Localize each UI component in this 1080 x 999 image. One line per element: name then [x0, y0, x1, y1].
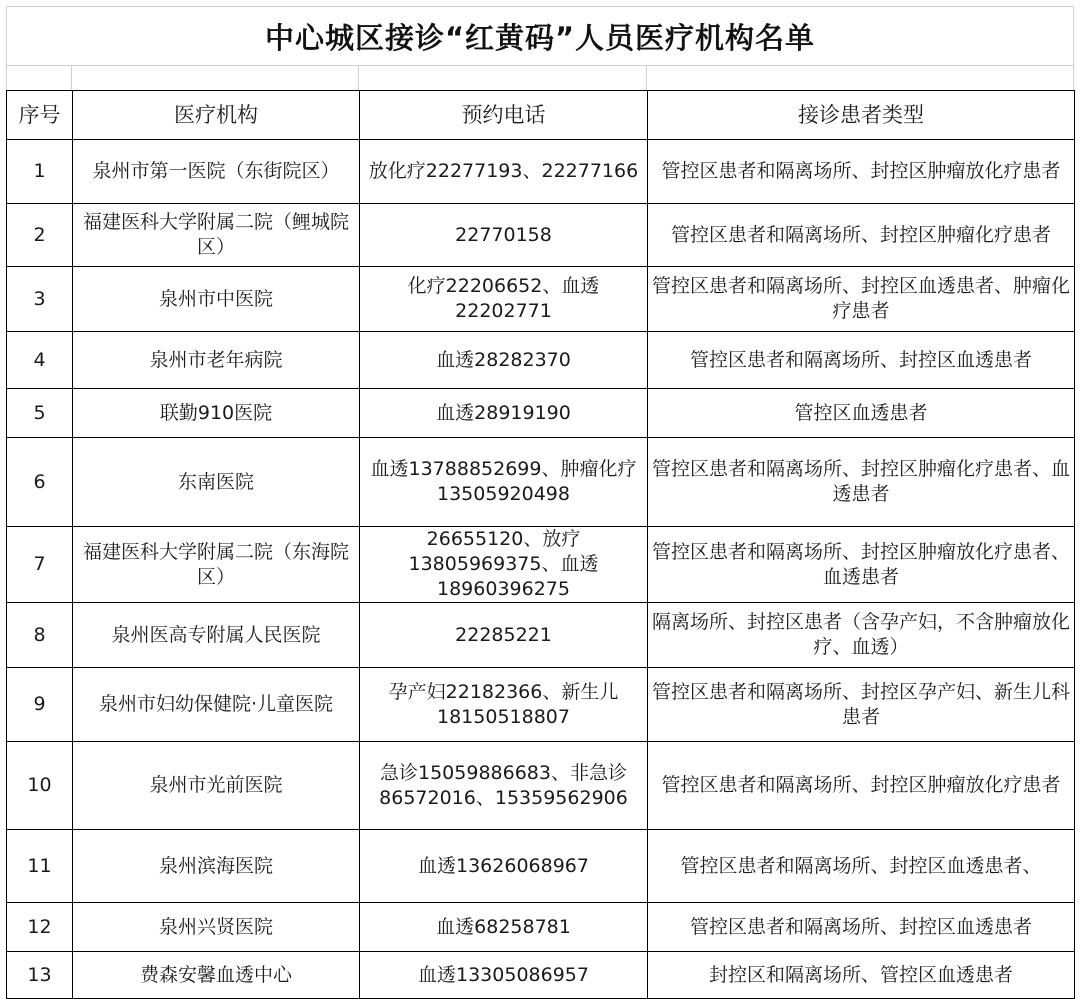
- table-row: [7, 140, 1075, 204]
- cell-no: 8: [7, 603, 73, 668]
- cell-type: 管控区患者和隔离场所、封控区肿瘤化疗患者、血透患者: [648, 438, 1075, 527]
- table-row: [7, 668, 1075, 742]
- blank-spacer-row: [6, 66, 1074, 91]
- cell-phone: 急诊15059886683、非急诊86572016、15359562906: [360, 742, 648, 830]
- cell-no: 10: [7, 742, 73, 830]
- cell-org: 泉州市老年病院: [73, 332, 360, 389]
- cell-org: 泉州市光前医院: [73, 742, 360, 830]
- cell-phone: 血透13626068967: [360, 830, 648, 903]
- cell-phone: 血透13788852699、肿瘤化疗13505920498: [360, 438, 648, 527]
- cell-org: 泉州医高专附属人民医院: [73, 603, 360, 668]
- cell-org: 联勤910医院: [73, 389, 360, 438]
- cell-phone: 22770158: [360, 204, 648, 267]
- cell-phone: 放化疗22277193、22277166: [360, 140, 648, 204]
- table-row: [7, 204, 1075, 267]
- sheet-title: 中心城区接诊“红黄码”人员医疗机构名单: [6, 6, 1074, 66]
- cell-no: 9: [7, 668, 73, 742]
- cell-phone: 孕产妇22182366、新生儿18150518807: [360, 668, 648, 742]
- cell-type: 管控区患者和隔离场所、封控区血透患者: [648, 903, 1075, 952]
- cell-no: 3: [7, 267, 73, 332]
- table-row: [7, 952, 1075, 999]
- cell-type: 管控区患者和隔离场所、封控区血透患者、肿瘤化疗患者: [648, 267, 1075, 332]
- cell-phone: 血透28282370: [360, 332, 648, 389]
- cell-type: 管控区患者和隔离场所、封控区肿瘤化疗患者: [648, 204, 1075, 267]
- cell-phone: 血透28919190: [360, 389, 648, 438]
- spreadsheet: [6, 6, 1074, 984]
- table-row: [7, 527, 1075, 603]
- cell-no: 11: [7, 830, 73, 903]
- header-cell-type: 接诊患者类型: [648, 91, 1075, 140]
- cell-org: 费森安馨血透中心: [73, 952, 360, 999]
- table-row: [7, 267, 1075, 332]
- cell-org: 泉州滨海医院: [73, 830, 360, 903]
- cell-org: 泉州兴贤医院: [73, 903, 360, 952]
- table-row: [7, 742, 1075, 830]
- blank-cell: [6, 66, 72, 90]
- cell-org: 东南医院: [73, 438, 360, 527]
- cell-type: 管控区血透患者: [648, 389, 1075, 438]
- cell-org: 泉州市妇幼保健院·儿童医院: [73, 668, 360, 742]
- table-row: [7, 332, 1075, 389]
- header-cell-phone: 预约电话: [360, 91, 648, 140]
- cell-type: 隔离场所、封控区患者（含孕产妇，不含肿瘤放化疗、血透）: [648, 603, 1075, 668]
- cell-phone: 26655120、放疗13805969375、血透18960396275: [360, 527, 648, 603]
- table-row: [7, 438, 1075, 527]
- cell-org: 福建医科大学附属二院（东海院区）: [73, 527, 360, 603]
- blank-cell: [647, 66, 1074, 90]
- cell-no: 5: [7, 389, 73, 438]
- blank-cell: [359, 66, 647, 90]
- cell-no: 2: [7, 204, 73, 267]
- cell-no: 7: [7, 527, 73, 603]
- cell-type: 管控区患者和隔离场所、封控区血透患者、: [648, 830, 1075, 903]
- cell-phone: 血透13305086957: [360, 952, 648, 999]
- table-row: [7, 389, 1075, 438]
- table-row: [7, 603, 1075, 668]
- header-cell-org: 医疗机构: [73, 91, 360, 140]
- table-row: [7, 830, 1075, 903]
- header-cell-no: 序号: [7, 91, 73, 140]
- cell-phone: 血透68258781: [360, 903, 648, 952]
- cell-no: 13: [7, 952, 73, 999]
- cell-type: 封控区和隔离场所、管控区血透患者: [648, 952, 1075, 999]
- cell-org: 泉州市第一医院（东街院区）: [73, 140, 360, 204]
- cell-type: 管控区患者和隔离场所、封控区肿瘤放化疗患者: [648, 140, 1075, 204]
- cell-no: 1: [7, 140, 73, 204]
- cell-org: 泉州市中医院: [73, 267, 360, 332]
- cell-type: 管控区患者和隔离场所、封控区血透患者: [648, 332, 1075, 389]
- cell-type: 管控区患者和隔离场所、封控区孕产妇、新生儿科患者: [648, 668, 1075, 742]
- header-row: [7, 91, 1075, 140]
- cell-org: 福建医科大学附属二院（鲤城院区）: [73, 204, 360, 267]
- cell-type: 管控区患者和隔离场所、封控区肿瘤放化疗患者: [648, 742, 1075, 830]
- cell-no: 4: [7, 332, 73, 389]
- table-row: [7, 903, 1075, 952]
- hospital-table: [6, 90, 1075, 999]
- cell-no: 12: [7, 903, 73, 952]
- cell-phone: 化疗22206652、血透22202771: [360, 267, 648, 332]
- cell-phone: 22285221: [360, 603, 648, 668]
- blank-cell: [72, 66, 359, 90]
- cell-type: 管控区患者和隔离场所、封控区肿瘤放化疗患者、血透患者: [648, 527, 1075, 603]
- cell-no: 6: [7, 438, 73, 527]
